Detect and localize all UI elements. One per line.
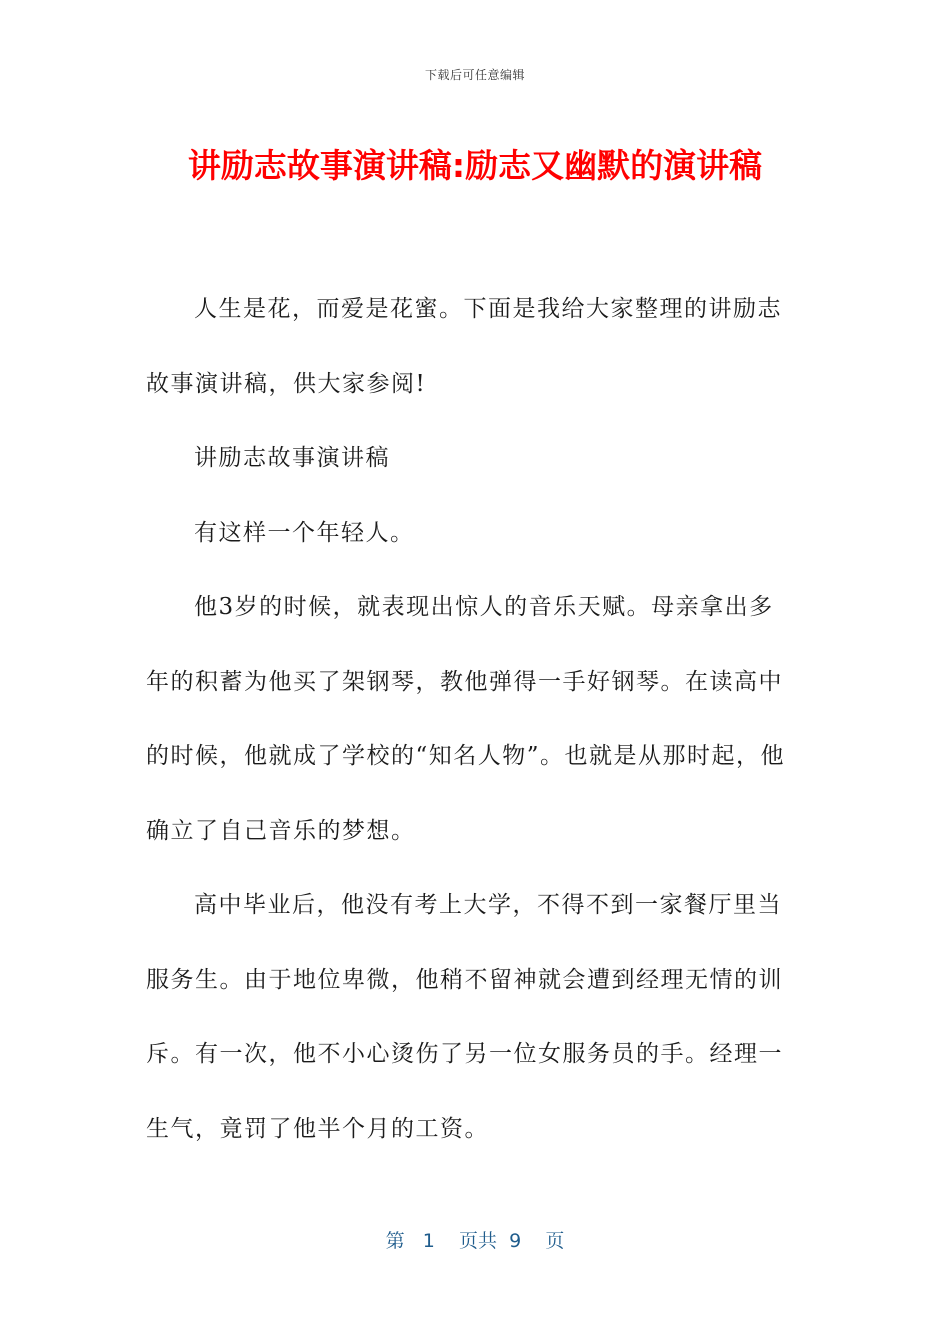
paragraph-young-man: 有这样一个年轻人。 (194, 519, 415, 546)
document-title: 讲励志故事演讲稿:励志又幽默的演讲稿 (187, 146, 763, 185)
paragraph-waiter: 高中毕业后，他没有考上大学，不得不到一家餐厅里当服务生。由于地位卑微，他稍不留神就会遭到经理无情的训斥。有一次，他不小心烫伤了另一位女服务员的手。经理一生气，竟罚了他半个月的工资。 (146, 892, 783, 1142)
page-suffix: 页 (545, 1230, 565, 1252)
page-number: 1 (422, 1230, 435, 1252)
page-prefix: 第 (385, 1230, 405, 1252)
total-pages: 9 (509, 1230, 522, 1252)
paragraph-intro: 人生是花，而爱是花蜜。下面是我给大家整理的讲励志故事演讲稿，供大家参阅! (146, 296, 782, 397)
header-note: 下载后可任意编辑 (424, 68, 525, 82)
document-body (146, 272, 794, 1166)
page-middle: 页共 (459, 1230, 498, 1252)
paragraph-childhood: 他3岁的时候，就表现出惊人的音乐天赋。母亲拿出多年的积蓄为他买了架钢琴，教他弹得一手好钢琴。在读高中的时候，他就成了学校的“知名人物”。也就是从那时起，他确立了自己音乐的梦想。 (146, 594, 786, 844)
paragraph-subheading: 讲励志故事演讲稿 (194, 445, 390, 471)
page-footer (0, 1226, 950, 1253)
